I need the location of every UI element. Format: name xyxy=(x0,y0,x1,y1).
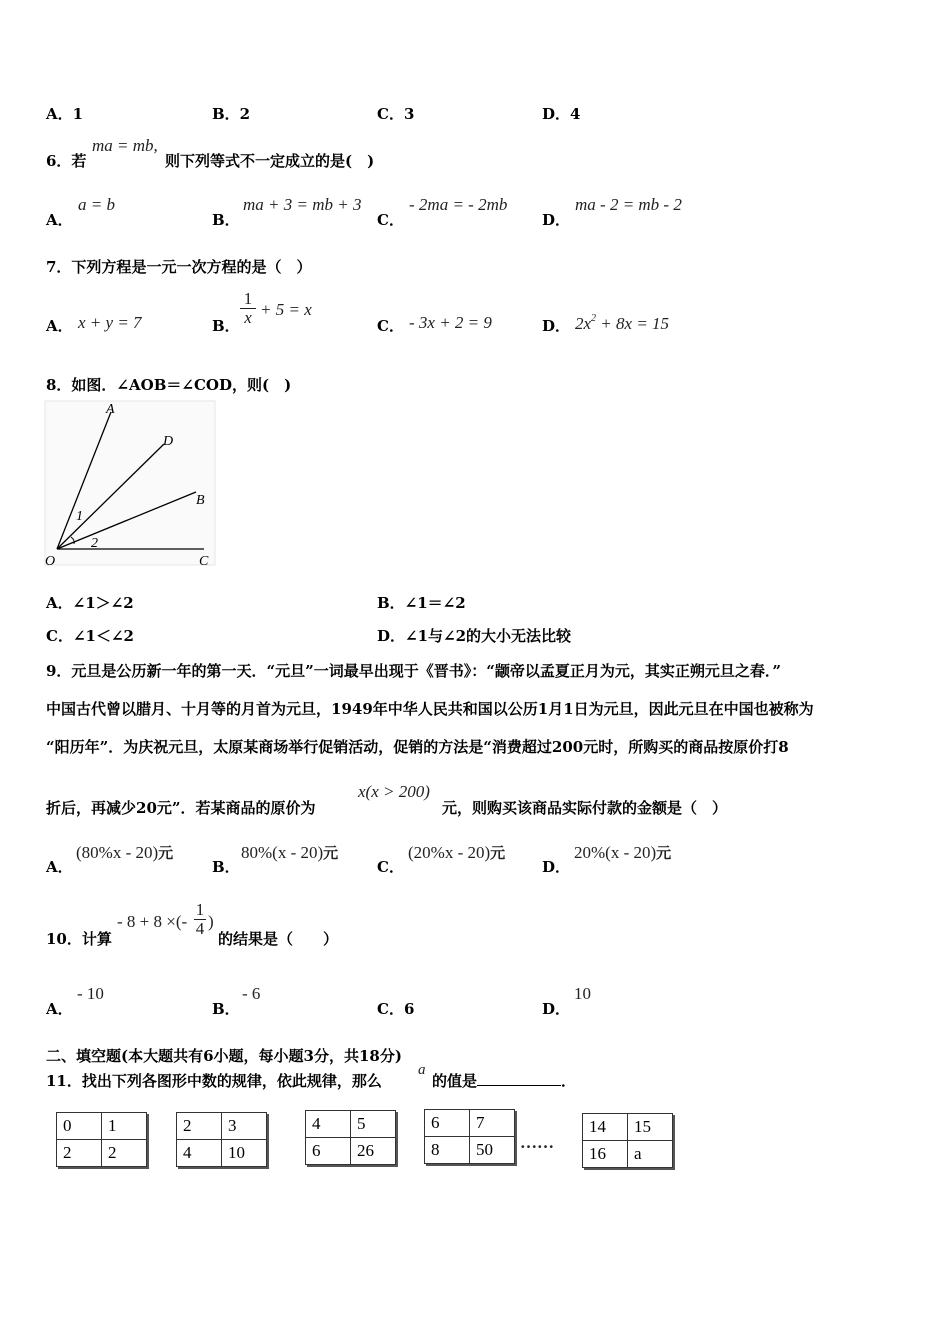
pattern-grid-3 xyxy=(305,1110,396,1165)
q10-frac-numerator: 1 xyxy=(195,900,205,919)
q7-option-d-label: D． xyxy=(542,317,571,335)
q7-option-a-label: A． xyxy=(46,317,73,335)
q7-option-b-label: B． xyxy=(212,317,240,335)
grid-cell: 14 xyxy=(583,1114,628,1141)
grid-cell: 1 xyxy=(102,1113,147,1140)
q6-option-b-label: B． xyxy=(212,211,240,229)
q9-line-1: 9．元旦是公历新一年的第一天．“元旦”一词最早出现于《晋书》：“颛帝以孟夏正月为元，其实正朔元旦之春．” xyxy=(46,662,781,680)
q5-option-b: B．2 xyxy=(212,105,251,123)
q6-number: 6．若 xyxy=(46,152,87,170)
q9-d-expr: 20%(x - 20) xyxy=(574,843,657,862)
q7-b-denominator: x xyxy=(244,308,252,327)
q9-c-unit: 元 xyxy=(490,844,506,862)
grid-cell: 16 xyxy=(583,1141,628,1168)
grid-cell: 2 xyxy=(57,1140,102,1167)
q11-suffix xyxy=(432,1070,576,1091)
answer-blank[interactable] xyxy=(477,1071,561,1086)
q6-option-a-label: A． xyxy=(46,211,73,229)
q9-line-4a: 折后，再减少20元”．若某商品的原价为 xyxy=(46,799,316,817)
grid-cell: 0 xyxy=(57,1113,102,1140)
q9-option-d-label: D． xyxy=(542,858,571,876)
q9-option-b xyxy=(241,842,338,863)
q10-option-b-label: B． xyxy=(212,1000,240,1018)
pattern-grid-1 xyxy=(56,1112,147,1167)
label-angle-1: 1 xyxy=(76,509,83,524)
q10-frac-denominator: 4 xyxy=(195,919,205,938)
q9-option-a xyxy=(76,842,173,863)
q9-line-4b: 元，则购买该商品实际付款的金额是（ ） xyxy=(442,799,728,817)
label-angle-2: 2 xyxy=(91,536,98,551)
grid-cell: 2 xyxy=(102,1140,147,1167)
q10-prefix: 10．计算 xyxy=(46,930,112,948)
q6-condition: ma = mb, xyxy=(92,136,158,155)
q7-stem: 7．下列方程是一元一次方程的是（ ） xyxy=(46,258,312,276)
q9-d-unit: 元 xyxy=(656,844,672,862)
q8-option-d: D．∠1与∠2的大小无法比较 xyxy=(377,627,572,645)
grid-cell: 2 xyxy=(177,1113,222,1140)
q5-option-a: A．1 xyxy=(46,105,84,123)
q9-a-expr: (80%x - 20) xyxy=(76,843,159,862)
q7-option-d xyxy=(575,313,669,334)
q8-option-a: A．∠1＞∠2 xyxy=(46,594,134,612)
q10-option-d-label: D． xyxy=(542,1000,571,1018)
q9-b-unit: 元 xyxy=(323,844,339,862)
q9-condition: x(x > 200) xyxy=(358,782,430,801)
q7-option-b-rest: + 5 = x xyxy=(260,300,312,319)
q10-expression-b: ) xyxy=(208,912,214,931)
grid-cell: 15 xyxy=(628,1114,673,1141)
q11-prefix: 11．找出下列各图形中数的规律，依此规律，那么 xyxy=(46,1072,382,1090)
q7-d-rest: + 8x = 15 xyxy=(596,314,670,333)
grid-cell: 6 xyxy=(306,1138,351,1165)
q7-option-c: - 3x + 2 = 9 xyxy=(409,313,492,332)
q8-stem: 8．如图．∠AOB＝∠COD，则( ) xyxy=(46,376,292,394)
q6-stem: 则下列等式不一定成立的是( ) xyxy=(165,152,375,170)
q11-post-text: 的值是 xyxy=(432,1072,478,1090)
q9-c-expr: (20%x - 20) xyxy=(408,843,491,862)
q9-option-c xyxy=(408,842,505,863)
q7-option-a: x + y = 7 xyxy=(78,313,142,332)
q10-option-a-label: A． xyxy=(46,1000,73,1018)
grid-cell: 50 xyxy=(470,1137,515,1164)
q9-option-b-label: B． xyxy=(212,858,240,876)
q7-option-c-label: C． xyxy=(377,317,404,335)
grid-cell: a xyxy=(628,1141,673,1168)
q7-d-base: 2x xyxy=(575,314,592,333)
pattern-grid-5 xyxy=(582,1113,673,1168)
q9-option-c-label: C． xyxy=(377,858,404,876)
q11-variable: a xyxy=(418,1062,426,1078)
q10-option-d: 10 xyxy=(574,984,591,1003)
q7-d-exponent: 2 xyxy=(591,313,597,324)
q6-option-a: a = b xyxy=(78,195,115,214)
grid-cell: 4 xyxy=(306,1111,351,1138)
q10-suffix: 的结果是（ ） xyxy=(218,930,339,948)
q10-fraction xyxy=(194,901,206,938)
q10-option-c: C．6 xyxy=(377,1000,415,1018)
q9-line-3: “阳历年”．为庆祝元旦，太原某商场举行促销活动，促销的方法是“消费超过200元时，所购买的商品按原价打8 xyxy=(46,738,789,756)
q10-option-b: - 6 xyxy=(242,984,261,1003)
section-2-title: 二、填空题(本大题共有6小题，每小题3分，共18分) xyxy=(46,1047,402,1065)
grid-cell: 7 xyxy=(470,1110,515,1137)
q8-option-c: C．∠1＜∠2 xyxy=(46,627,134,645)
q9-a-unit: 元 xyxy=(158,844,174,862)
label-o: O xyxy=(45,554,56,569)
label-d: D xyxy=(163,434,174,449)
grid-cell: 5 xyxy=(351,1111,396,1138)
pattern-grid-4 xyxy=(424,1109,515,1164)
q9-b-expr: 80%(x - 20) xyxy=(241,843,324,862)
q6-option-d: ma - 2 = mb - 2 xyxy=(575,195,682,214)
q9-option-a-label: A． xyxy=(46,858,73,876)
grid-cell: 6 xyxy=(425,1110,470,1137)
pattern-grid-2 xyxy=(176,1112,267,1167)
q6-option-b: ma + 3 = mb + 3 xyxy=(243,195,362,214)
q9-line-2: 中国古代曾以腊月、十月等的月首为元旦，1949年中华人民共和国以公历1月1日为元旦，因此元旦在中国也被称为 xyxy=(46,700,814,718)
label-b: B xyxy=(196,493,205,508)
grid-cell: 3 xyxy=(222,1113,267,1140)
grid-cell: 10 xyxy=(222,1140,267,1167)
q6-option-c-label: C． xyxy=(377,211,404,229)
q6-option-d-label: D． xyxy=(542,211,571,229)
q8-angle-figure xyxy=(44,400,216,570)
q10-option-a: - 10 xyxy=(77,984,104,1003)
q5-option-c: C．3 xyxy=(377,105,415,123)
q11-end: ． xyxy=(561,1072,577,1090)
q5-option-d: D．4 xyxy=(542,105,581,123)
ellipsis: …… xyxy=(520,1133,554,1152)
label-c: C xyxy=(199,554,209,569)
q7-b-numerator: 1 xyxy=(243,289,253,308)
label-a: A xyxy=(106,402,115,417)
grid-cell: 8 xyxy=(425,1137,470,1164)
grid-cell: 26 xyxy=(351,1138,396,1165)
q10-expression-a: - 8 + 8 ×(- xyxy=(117,912,188,931)
grid-cell: 4 xyxy=(177,1140,222,1167)
q8-option-b: B．∠1＝∠2 xyxy=(377,594,466,612)
q9-option-d xyxy=(574,842,671,863)
q6-option-c: - 2ma = - 2mb xyxy=(409,195,508,214)
q7-option-b-fraction xyxy=(240,290,256,327)
